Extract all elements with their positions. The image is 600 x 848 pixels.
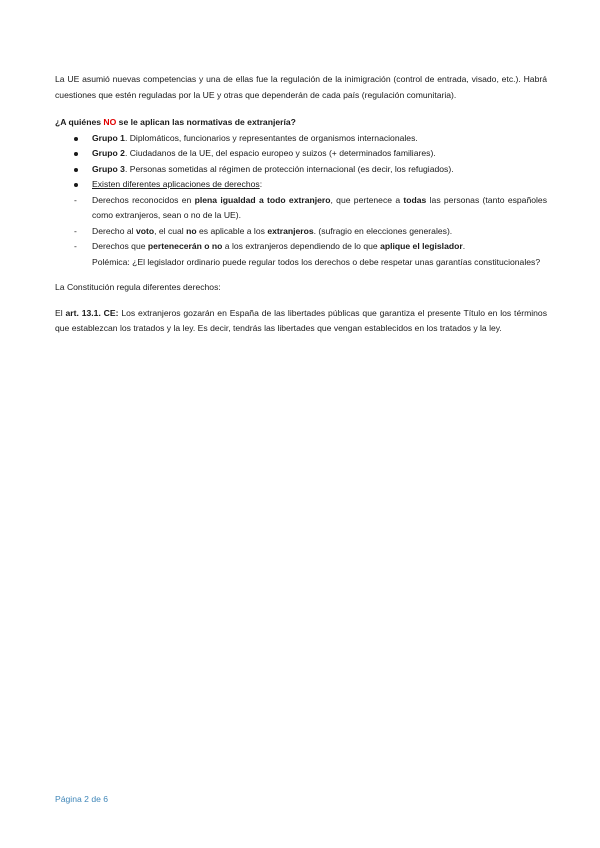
text-run: las personas (tanto españoles como extranjeros, sean o no de la UE). [92,194,548,220]
text-run: es aplicable a los [196,225,268,236]
controversy-text: Polémica: ¿El legislador ordinario puede regular todos los derechos o debe respetar unas garantías constitucionales? [92,256,541,267]
question-highlight: NO [103,117,117,127]
bold-run: no [186,225,197,236]
text-run: , el cual [154,225,187,236]
applications-suffix: : [259,179,263,189]
group-label: Grupo 1 [92,132,125,143]
text-run: El [55,307,66,318]
bold-run: extranjeros [267,225,314,236]
text-run: Los extranjeros gozarán en España de las libertades públicas que garantiza el presente Título en los términos que establezcan los tratados y la ley. Es decir, tendrás las libertades que vengan establecidos en los tratados y la ley. [55,307,548,333]
list-item [55,146,547,162]
list-item [55,193,547,224]
dash-marker: - [74,194,77,205]
list-item [55,162,547,178]
text-run: Derechos que [92,241,148,251]
question-after: se le aplican las normativas de extranjería? [116,117,296,127]
document-page [55,72,547,337]
constitution-paragraph: La Constitución regula diferentes derechos: [55,282,221,292]
groups-list [55,131,547,178]
question-heading [55,115,547,131]
applications-label: Existen diferentes aplicaciones de derechos [92,179,260,189]
dash-marker: - [74,241,77,251]
bold-run: aplique el legislador [380,241,463,251]
list-item [55,224,547,240]
page-number: Página 2 de 6 [55,794,109,804]
text-run: , que pertenece a [330,194,404,205]
text-run: Derecho al [92,225,136,236]
bold-run: plena igualdad a todo extranjero [194,194,331,205]
list-item [55,177,547,193]
applications-list [55,177,547,193]
article-reference: art. 13.1. CE: [65,307,119,318]
group-text: . Ciudadanos de la UE, del espacio europeo y suizos (+ determinados familiares). [124,148,436,158]
article-paragraph [55,306,547,337]
text-run: . (sufragio en elecciones generales). [313,225,453,236]
list-item [55,239,547,270]
question-before: ¿A quiénes [55,117,104,127]
group-text: . Personas sometidas al régimen de protección internacional (es decir, los refugiados). [124,163,454,174]
bold-run: voto [135,225,155,236]
text-run: a los extranjeros dependiendo de lo que [222,241,381,251]
list-item [55,131,547,147]
text-run: Derechos reconocidos en [92,194,195,205]
group-text: . Diplomáticos, funcionarios y representantes de organismos internacionales. [124,132,418,143]
group-label: Grupo 3 [92,163,125,174]
dash-marker: - [74,225,77,236]
group-label: Grupo 2 [92,148,125,158]
intro-paragraph: La UE asumió nuevas competencias y una de ellas fue la regulación de la inimigración (control de entrada, visado, etc.). Habrá cuestiones que estén reguladas por la UE y otras que dependerán de cada país (regulación comunitaria). [55,74,547,100]
text-run: . [462,241,466,251]
bold-run: todas [403,194,427,205]
bold-run: pertenecerán o no [147,241,223,251]
rights-list [55,193,547,271]
